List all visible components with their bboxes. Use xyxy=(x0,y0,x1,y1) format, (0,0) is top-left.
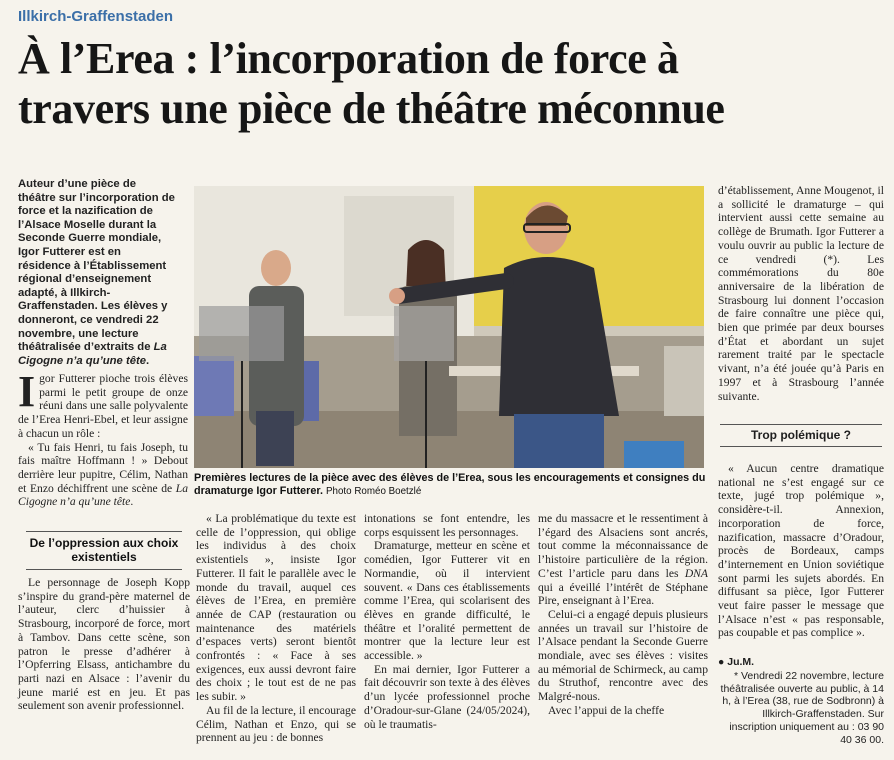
headline xyxy=(18,34,884,134)
intro-play-title: La Cigogne n’a qu’une tête xyxy=(18,341,167,367)
col4-p3: Avec l’appui de la cheffe xyxy=(548,703,665,717)
column-1-top xyxy=(18,367,188,509)
event-note: * Vendredi 22 novembre, lecture théâtralisée ouverte au public, à 14 h, à l’Erea (38, rue de Sodbronn) à Illkirch-Graffenstaden. Sur inscription uniquement au : 03 90 40 36 00. xyxy=(720,670,884,746)
col3-p1: intonations se font entendre, les corps esquissent les personnages. xyxy=(364,512,530,539)
col3-p3: En mai dernier, Igor Futterer a fait découvrir son texte à des élèves d’un lycée professionnel proche d’Oradour-sur-Glane (24/05/2024), où le traumatis- xyxy=(364,662,530,731)
col2-p2: Au fil de la lecture, il encourage Célim, Nathan et Enzo, qui se prennent au jeu : de bonnes xyxy=(196,703,356,745)
col5a-text: d’établissement, Anne Mougenot, il a sollicité le dramaturge – qui intervient aussi cette semaine au collège de Brumath. Igor Futterer a voulu ouvrir au public la lecture de ce vendredi (*). Les commémorations du 80e anniversaire de la libération de Strasbourg lui donnent l’occasion de faire connaître une pièce qui, bien que primée par deux bourses d’État et abordant un sujet rarement traité par le spectacle vivant, n’a été jouée qu’à Paris en 1997 et à Strasbourg l’année suivante. xyxy=(718,184,884,403)
subhead-oppression: De l’oppression aux choix existentiels xyxy=(29,536,179,564)
col3-p2: Dramaturge, metteur en scène et comédien, Igor Futterer vit en Normandie, où il intervient souvent. « Dans ces établissements comme l’Erea, qui scolarisent des élèves en grande difficulté, le théâtre et l’oralité permettent de montrer que la lecture leur est accessible. » xyxy=(364,539,530,663)
col4-p1a: me du massacre et le ressentiment à l’égard des Alsaciens sont ancrés, tout comme la méconnaissance de l’histoire particulière de la région. C’est l’article paru dans les xyxy=(538,512,708,580)
col2-p1: « La problématique du texte est celle de l’oppression, qui oblige les individus à des choix existentiels », insiste Igor Futterer. Il fait le parallèle avec le monde du travail, auquel ces élèves de l’Erea, en première année de CAP (restauration ou maintenance des matériels d’espaces verts) seront bientôt confrontés : « Face à ses exigences, eux aussi devront faire des choix ; le tout est de ne pas les subir. » xyxy=(196,512,356,704)
intro-paragraph xyxy=(18,178,176,368)
classroom-photo-illustration xyxy=(194,186,704,468)
headline-line-2: travers une pièce de théâtre méconnue xyxy=(18,84,725,133)
subhead2-rule-bottom xyxy=(720,446,882,447)
author-signature: ● Ju.M. xyxy=(718,656,755,668)
column-5-bottom xyxy=(718,462,884,640)
col1-p2-end: . xyxy=(130,495,134,509)
caption-text: Premières lectures de la pièce avec des élèves de l’Erea, sous les encouragements et consignes du dramaturge Igor Futterer. xyxy=(194,472,706,497)
column-3 xyxy=(364,512,530,731)
col4-p1b: qui a éveillé l’intérêt de Stéphane Pire, enseignant à l’Erea. xyxy=(538,580,708,608)
locality-label: Illkirch-Graffenstaden xyxy=(18,8,174,25)
col1b-text: Le personnage de Joseph Kopp s’inspire du grand-père maternel de l’auteur, clerc d’huissier à Strasbourg, incorporé de force, mort à Tambov. Dans cette scène, son patron le presse d’adhérer à l’Opferring Elsass, antichambre du parti nazi en Alsace : l’avenir du jeune marié est en jeu. Et pas seulement son avenir professionnel. xyxy=(18,576,190,713)
subhead-rule-top xyxy=(26,531,182,532)
column-2 xyxy=(196,512,356,745)
column-5-top xyxy=(718,184,884,403)
col4-dna: DNA xyxy=(684,566,708,580)
col1-play-title: La Cigogne n’a qu’une tête xyxy=(18,481,188,509)
subhead-rule-bottom xyxy=(26,569,182,570)
photo-credit: Photo Roméo Boetzlé xyxy=(326,486,422,497)
drop-cap: I xyxy=(18,367,36,416)
col5b-text: « Aucun centre dramatique national ne s’est engagé sur ce texte, jugé trop polémique », considère-t-il. Annexion, incorporation de force, nazification, massacre d’Oradour, procès de Bordeaux, camps d’internement en Union soviétique sont parmi les sujets abordés. En diffusant sa pièce, Igor Futterer veut faire passer le message que l’Alsace n’est « pas responsable, pas coupable et pas complice ». xyxy=(718,462,884,640)
subhead2-rule-top xyxy=(720,424,882,425)
intro-end: . xyxy=(146,354,150,367)
headline-line-1: À l’Erea : l’incorporation de force à xyxy=(18,34,679,83)
article-photo xyxy=(194,186,704,468)
column-4 xyxy=(538,512,708,718)
photo-caption xyxy=(194,472,714,498)
column-1-bottom xyxy=(18,576,190,713)
subhead-trop-polemique: Trop polémique ? xyxy=(750,428,851,442)
col1-p1: gor Futterer pioche trois élèves parmi le petit groupe de onze réuni dans une salle polyvalente de l’Erea Henri-Ebel, et leur assigne à chacun un rôle : xyxy=(18,372,188,440)
col4-p2: Celui-ci a engagé depuis plusieurs années un travail sur l’histoire de l’Alsace pendant la Seconde Guerre mondiale, avec ses élèves : visites au mémorial de Schirmeck, au camp du Struthof, rencontre avec des Malgré-nous. xyxy=(538,607,708,704)
col1-p2: « Tu fais Henri, tu fais Joseph, tu fais maître Hoffmann ! » Debout derrière leur pupitre, Célim, Nathan et Enzo déchiffrent une scène de xyxy=(18,440,188,495)
intro-text: Auteur d’une pièce de théâtre sur l’incorporation de force et la nazification de l’Alsace Moselle durant la Seconde Guerre mondiale, Igor Futterer est en résidence à l’Établissement régional d’enseignement adapté, à Illkirch-Graffenstaden. Les élèves y donneront, ce vendredi 22 novembre, une lecture théâtralisée d’extraits de xyxy=(18,178,175,354)
